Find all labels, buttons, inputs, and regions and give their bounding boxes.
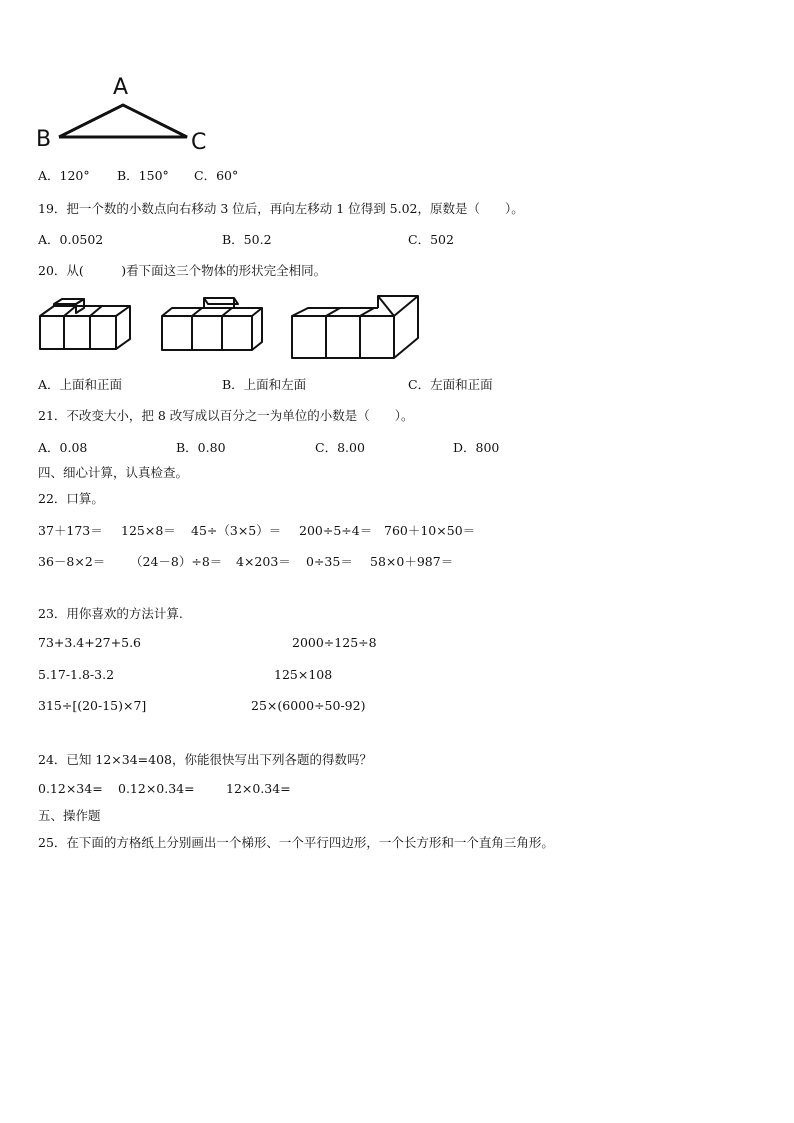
q21-option-b: B．0.80 [176, 440, 226, 455]
triangle-shape [59, 105, 187, 137]
q18-option-a: A．120° [38, 168, 90, 183]
vertex-label-b: B [36, 127, 52, 152]
q20-text: 20．从( )看下面这三个物体的形状完全相同。 [38, 263, 327, 278]
q23-right-1: 2000÷125÷8 [292, 635, 377, 650]
q20-option-b: B．上面和左面 [222, 377, 307, 392]
q23-title: 23．用你喜欢的方法计算. [38, 606, 183, 621]
q23-right-2: 125×108 [274, 667, 333, 682]
q20-option-a: A．上面和正面 [38, 377, 123, 392]
q18-option-b: B．150° [117, 168, 169, 183]
q24-item-1: 0.12×34= [38, 781, 103, 796]
q22-row1-item-3: 45÷（3×5）＝ [191, 523, 282, 538]
q21-text: 21．不改变大小，把 8 改写成以百分之一为单位的小数是（ ）。 [38, 408, 414, 423]
q22-row2-item-4: 0÷35＝ [306, 554, 353, 569]
q24-title: 24．已知 12×34=408，你能很快写出下列各题的得数吗？ [38, 752, 372, 767]
q22-row2-item-1: 36－8×2＝ [38, 554, 106, 569]
q22-row1-item-1: 37＋173＝ [38, 523, 103, 538]
q21-option-a: A．0.08 [38, 440, 88, 455]
q22-row2-item-3: 4×203＝ [236, 554, 291, 569]
q21-option-d: D．800 [453, 440, 500, 455]
cube-figure-2 [158, 294, 268, 356]
q23-left-1: 73+3.4+27+5.6 [38, 635, 141, 650]
section-5-title: 五、操作题 [38, 808, 101, 823]
vertex-label-c: C [191, 130, 207, 155]
cube-figure-1 [36, 296, 136, 356]
q19-text: 19．把一个数的小数点向右移动 3 位后，再向左移动 1 位得到 5.02，原数是（ ）。 [38, 201, 524, 216]
q23-right-3: 25×(6000÷50-92) [251, 698, 366, 713]
q21-option-c: C．8.00 [315, 440, 365, 455]
vertex-label-a: A [113, 75, 129, 100]
cube-figure-3 [288, 290, 428, 362]
q23-left-3: 315÷[(20-15)×7] [38, 698, 147, 713]
q19-option-a: A．0.0502 [38, 232, 104, 247]
q25-text: 25．在下面的方格纸上分别画出一个梯形、一个平行四边形，一个长方形和一个直角三角形。 [38, 835, 554, 850]
q18-option-c: C．60° [194, 168, 239, 183]
q19-option-b: B．50.2 [222, 232, 272, 247]
q24-item-3: 12×0.34= [226, 781, 291, 796]
q22-title: 22．口算。 [38, 491, 104, 506]
q23-left-2: 5.17-1.8-3.2 [38, 667, 115, 682]
q22-row2-item-5: 58×0＋987＝ [370, 554, 454, 569]
q24-item-2: 0.12×0.34= [118, 781, 195, 796]
q22-row1-item-2: 125×8＝ [121, 523, 176, 538]
q22-row2-item-2: （24－8）÷8＝ [130, 554, 223, 569]
section-4-title: 四、细心计算，认真检查。 [38, 465, 189, 480]
q19-option-c: C．502 [408, 232, 454, 247]
q22-row1-item-4: 200÷5÷4＝ [299, 523, 373, 538]
q22-row1-item-5: 760＋10×50＝ [384, 523, 476, 538]
q20-option-c: C．左面和正面 [408, 377, 493, 392]
